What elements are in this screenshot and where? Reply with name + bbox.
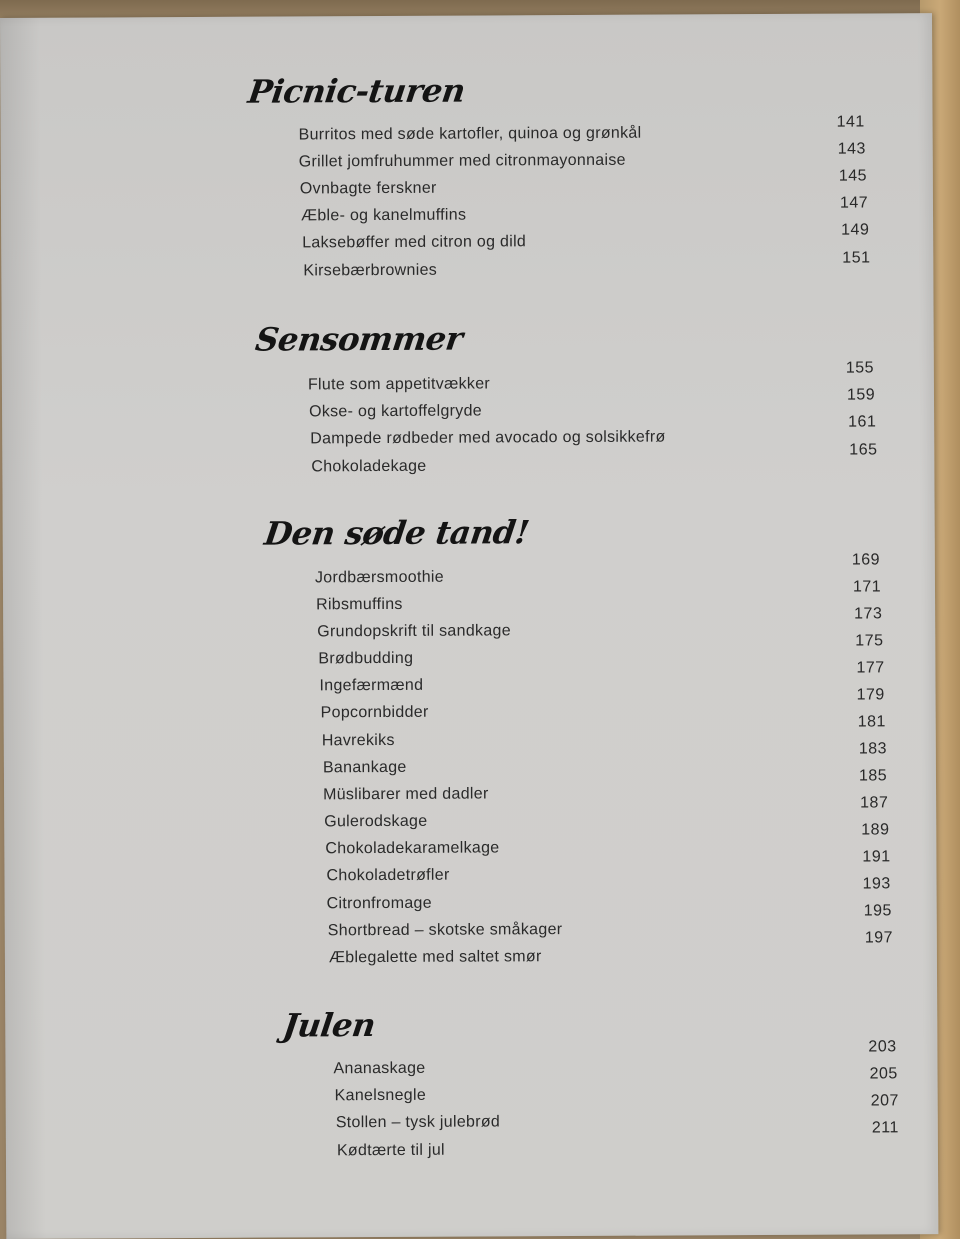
page-number: 207 [870,1092,899,1110]
page-gutter-shadow [0,18,46,1239]
entry-name: Müslibarer med dadler [323,785,489,804]
section-title: Picnic-turen [245,71,468,111]
page-number: 211 [871,1119,899,1137]
page-number: 193 [862,875,891,893]
page-number: 197 [864,929,894,947]
entry-name: Dampede rødbeder med avocado og solsikkefrø [310,428,666,448]
page-number: 189 [861,821,890,839]
entry-name: Chokoladekage [311,457,427,476]
entry-name: Okse- og kartoffelgryde [309,402,483,421]
page-number: 191 [862,848,891,866]
page-number: 155 [845,359,875,377]
entry-name: Chokoladekaramelkage [325,839,500,858]
page-number: 165 [849,441,878,459]
entry-name: Stollen – tysk julebrød [335,1113,501,1132]
entry-name: Ananaskage [333,1059,426,1078]
entry-name: Brødbudding [318,649,414,668]
entry-name: Havrekiks [321,731,395,750]
page-number: 181 [857,713,886,731]
entry-name: Popcornbidder [320,703,429,722]
section-title: Den søde tand! [262,513,532,553]
page-number: 173 [854,605,883,623]
page-number: 161 [848,413,877,431]
page-number: 147 [839,194,869,212]
page-number: 179 [856,686,885,704]
entry-name: Æble- og kanelmuffins [300,206,467,225]
entry-name: Flute som appetitvækker [307,375,491,394]
entry-name: Chokoladetrøfler [326,866,450,885]
entry-name: Shortbread – skotske småkager [327,921,563,940]
entry-name: Kødtærte til jul [336,1141,445,1160]
entry-name: Grillet jomfruhummer med citronmayonnaise [298,151,626,171]
entry-name: Jordbærsmoothie [314,568,444,587]
entry-name: Æblegalette med saltet smør [328,948,542,967]
entry-name: Ribsmuffins [316,595,403,614]
page-number: 145 [838,167,868,185]
page-number: 159 [846,386,876,404]
entry-name: Ovnbagte ferskner [299,179,437,198]
entry-name: Kirsebærbrownies [303,261,438,280]
page-number: 205 [869,1065,898,1083]
page-number: 187 [860,794,889,812]
page-number: 141 [836,113,865,131]
section-title: Julen [280,1006,378,1045]
page-number: 149 [841,221,870,239]
entry-name: Gulerodskage [324,812,428,831]
entry-name: Citronfromage [326,894,432,913]
book-page [0,13,938,1239]
page-number: 177 [856,659,885,677]
entry-name: Burritos med søde kartofler, quinoa og grønkål [298,124,642,144]
page-number: 175 [855,632,884,650]
entry-name: Kanelsnegle [334,1086,427,1105]
page-number: 203 [868,1038,897,1056]
page-number: 143 [837,140,866,158]
entry-name: Grundopskrift til sandkage [317,622,511,641]
page-number: 195 [863,902,892,920]
page-number: 171 [852,578,882,596]
page-number: 185 [858,767,888,785]
page-number: 151 [842,249,871,267]
entry-name: Laksebøffer med citron og dild [302,233,527,252]
entry-name: Banankage [322,758,407,777]
page-number: 183 [858,740,888,758]
entry-name: Ingefærmænd [319,676,424,695]
page-number: 169 [851,551,881,569]
section-title: Sensommer [253,319,465,359]
